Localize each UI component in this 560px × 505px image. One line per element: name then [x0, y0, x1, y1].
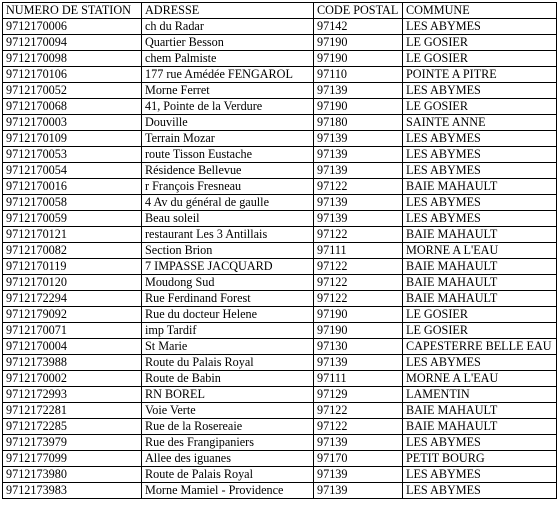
table-row	[3, 115, 557, 131]
station-number-cell: 9712172281	[3, 403, 142, 419]
station-number-cell: 9712170052	[3, 83, 142, 99]
address-cell: Morne Ferret	[142, 83, 314, 99]
station-number-cell: 9712170016	[3, 179, 142, 195]
commune-cell: LES ABYMES	[403, 467, 557, 483]
postal-code-cell: 97122	[314, 227, 403, 243]
table-row	[3, 419, 557, 435]
postal-code-cell: 97139	[314, 483, 403, 499]
station-number-cell: 9712170098	[3, 51, 142, 67]
table-row	[3, 323, 557, 339]
station-number-cell: 9712172285	[3, 419, 142, 435]
commune-cell: SAINTE ANNE	[403, 115, 557, 131]
table-row	[3, 179, 557, 195]
postal-code-cell: 97142	[314, 19, 403, 35]
address-cell: Rue des Frangipaniers	[142, 435, 314, 451]
table-row	[3, 19, 557, 35]
station-number-cell: 9712170002	[3, 371, 142, 387]
postal-code-cell: 97139	[314, 435, 403, 451]
header-code-postal: CODE POSTAL	[314, 3, 403, 19]
commune-cell: MORNE A L'EAU	[403, 243, 557, 259]
postal-code-cell: 97190	[314, 51, 403, 67]
table-row	[3, 211, 557, 227]
table-row	[3, 195, 557, 211]
postal-code-cell: 97122	[314, 419, 403, 435]
commune-cell: BAIE MAHAULT	[403, 227, 557, 243]
commune-cell: LES ABYMES	[403, 147, 557, 163]
address-cell: Allee des iguanes	[142, 451, 314, 467]
address-cell: imp Tardif	[142, 323, 314, 339]
address-cell: Beau soleil	[142, 211, 314, 227]
postal-code-cell: 97122	[314, 275, 403, 291]
station-number-cell: 9712173980	[3, 467, 142, 483]
address-cell: Quartier Besson	[142, 35, 314, 51]
table-row	[3, 83, 557, 99]
station-number-cell: 9712170120	[3, 275, 142, 291]
table-row	[3, 483, 557, 499]
table-body	[3, 19, 557, 499]
station-number-cell: 9712173988	[3, 355, 142, 371]
address-cell: Terrain Mozar	[142, 131, 314, 147]
station-number-cell: 9712170071	[3, 323, 142, 339]
station-number-cell: 9712170094	[3, 35, 142, 51]
table-row	[3, 275, 557, 291]
commune-cell: MORNE A L'EAU	[403, 371, 557, 387]
station-number-cell: 9712179092	[3, 307, 142, 323]
commune-cell: LES ABYMES	[403, 19, 557, 35]
station-number-cell: 9712177099	[3, 451, 142, 467]
station-number-cell: 9712170004	[3, 339, 142, 355]
commune-cell: LE GOSIER	[403, 99, 557, 115]
postal-code-cell: 97139	[314, 147, 403, 163]
table-row	[3, 67, 557, 83]
address-cell: Moudong Sud	[142, 275, 314, 291]
address-cell: Rue Ferdinand Forest	[142, 291, 314, 307]
commune-cell: LES ABYMES	[403, 195, 557, 211]
postal-code-cell: 97190	[314, 35, 403, 51]
station-number-cell: 9712172993	[3, 387, 142, 403]
address-cell: 41, Pointe de la Verdure	[142, 99, 314, 115]
address-cell: Route de Palais Royal	[142, 467, 314, 483]
commune-cell: BAIE MAHAULT	[403, 179, 557, 195]
postal-code-cell: 97170	[314, 451, 403, 467]
commune-cell: BAIE MAHAULT	[403, 403, 557, 419]
address-cell: St Marie	[142, 339, 314, 355]
address-cell: Route du Palais Royal	[142, 355, 314, 371]
commune-cell: PETIT BOURG	[403, 451, 557, 467]
commune-cell: LES ABYMES	[403, 83, 557, 99]
table-row	[3, 227, 557, 243]
address-cell: Route de Babin	[142, 371, 314, 387]
header-commune: COMMUNE	[403, 3, 557, 19]
station-number-cell: 9712170121	[3, 227, 142, 243]
commune-cell: LAMENTIN	[403, 387, 557, 403]
postal-code-cell: 97139	[314, 163, 403, 179]
commune-cell: LE GOSIER	[403, 307, 557, 323]
station-number-cell: 9712170058	[3, 195, 142, 211]
postal-code-cell: 97139	[314, 195, 403, 211]
postal-code-cell: 97122	[314, 179, 403, 195]
commune-cell: POINTE A PITRE	[403, 67, 557, 83]
station-number-cell: 9712170109	[3, 131, 142, 147]
commune-cell: CAPESTERRE BELLE EAU	[403, 339, 557, 355]
address-cell: 7 IMPASSE JACQUARD	[142, 259, 314, 275]
commune-cell: LES ABYMES	[403, 435, 557, 451]
table-row	[3, 99, 557, 115]
postal-code-cell: 97122	[314, 403, 403, 419]
table-row	[3, 355, 557, 371]
station-number-cell: 9712172294	[3, 291, 142, 307]
table-row	[3, 339, 557, 355]
commune-cell: LES ABYMES	[403, 355, 557, 371]
postal-code-cell: 97139	[314, 211, 403, 227]
postal-code-cell: 97110	[314, 67, 403, 83]
commune-cell: LES ABYMES	[403, 131, 557, 147]
station-number-cell: 9712170068	[3, 99, 142, 115]
commune-cell: BAIE MAHAULT	[403, 291, 557, 307]
postal-code-cell: 97130	[314, 339, 403, 355]
commune-cell: BAIE MAHAULT	[403, 275, 557, 291]
station-number-cell: 9712170054	[3, 163, 142, 179]
postal-code-cell: 97122	[314, 259, 403, 275]
table-row	[3, 163, 557, 179]
address-cell: restaurant Les 3 Antillais	[142, 227, 314, 243]
table-row	[3, 371, 557, 387]
postal-code-cell: 97180	[314, 115, 403, 131]
address-cell: Douville	[142, 115, 314, 131]
table-row	[3, 51, 557, 67]
postal-code-cell: 97190	[314, 307, 403, 323]
address-cell: Rue de la Rosereaie	[142, 419, 314, 435]
table-row	[3, 451, 557, 467]
station-number-cell: 9712170053	[3, 147, 142, 163]
table-row	[3, 467, 557, 483]
station-number-cell: 9712170003	[3, 115, 142, 131]
table-row	[3, 291, 557, 307]
postal-code-cell: 97139	[314, 467, 403, 483]
commune-cell: LES ABYMES	[403, 163, 557, 179]
station-number-cell: 9712170106	[3, 67, 142, 83]
table-row	[3, 307, 557, 323]
postal-code-cell: 97139	[314, 83, 403, 99]
table-row	[3, 435, 557, 451]
station-number-cell: 9712170059	[3, 211, 142, 227]
header-row	[3, 3, 557, 19]
commune-cell: BAIE MAHAULT	[403, 259, 557, 275]
address-cell: route Tisson Eustache	[142, 147, 314, 163]
address-cell: Rue du docteur Helene	[142, 307, 314, 323]
stations-table	[2, 2, 557, 499]
commune-cell: LE GOSIER	[403, 35, 557, 51]
header-numero-de-station: NUMERO DE STATION	[3, 3, 142, 19]
address-cell: Résidence Bellevue	[142, 163, 314, 179]
postal-code-cell: 97129	[314, 387, 403, 403]
address-cell: ch du Radar	[142, 19, 314, 35]
station-number-cell: 9712170082	[3, 243, 142, 259]
station-number-cell: 9712170006	[3, 19, 142, 35]
commune-cell: LES ABYMES	[403, 483, 557, 499]
postal-code-cell: 97111	[314, 371, 403, 387]
table-row	[3, 259, 557, 275]
commune-cell: LE GOSIER	[403, 51, 557, 67]
table-row	[3, 387, 557, 403]
station-number-cell: 9712173983	[3, 483, 142, 499]
table-row	[3, 403, 557, 419]
table-row	[3, 147, 557, 163]
postal-code-cell: 97190	[314, 323, 403, 339]
postal-code-cell: 97190	[314, 99, 403, 115]
commune-cell: LES ABYMES	[403, 211, 557, 227]
address-cell: Section Brion	[142, 243, 314, 259]
postal-code-cell: 97111	[314, 243, 403, 259]
station-number-cell: 9712170119	[3, 259, 142, 275]
address-cell: Morne Mamiel - Providence	[142, 483, 314, 499]
station-number-cell: 9712173979	[3, 435, 142, 451]
table-row	[3, 243, 557, 259]
table-row	[3, 131, 557, 147]
address-cell: chem Palmiste	[142, 51, 314, 67]
postal-code-cell: 97139	[314, 355, 403, 371]
header-adresse: ADRESSE	[142, 3, 314, 19]
table-row	[3, 35, 557, 51]
postal-code-cell: 97122	[314, 291, 403, 307]
address-cell: r François Fresneau	[142, 179, 314, 195]
commune-cell: LE GOSIER	[403, 323, 557, 339]
address-cell: Voie Verte	[142, 403, 314, 419]
commune-cell: BAIE MAHAULT	[403, 419, 557, 435]
address-cell: RN BOREL	[142, 387, 314, 403]
address-cell: 4 Av du général de gaulle	[142, 195, 314, 211]
postal-code-cell: 97139	[314, 131, 403, 147]
address-cell: 177 rue Amédée FENGAROL	[142, 67, 314, 83]
